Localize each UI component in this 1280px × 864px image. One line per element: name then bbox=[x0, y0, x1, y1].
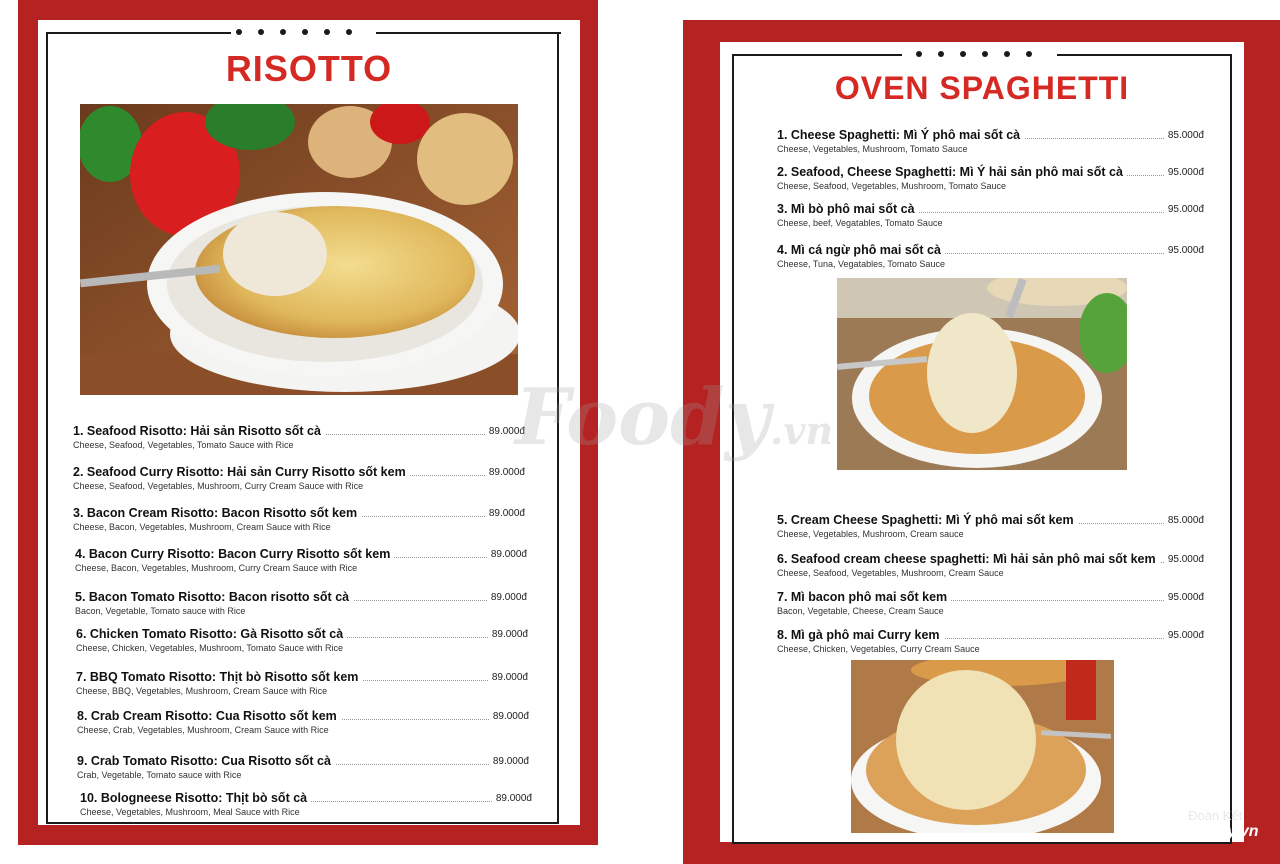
menu-item-description: Cheese, Vegetables, Mushroom, Meal Sauce with Rice bbox=[80, 807, 300, 817]
menu-item-description: Crab, Vegetable, Tomato sauce with Rice bbox=[77, 770, 242, 780]
menu-item-description: Bacon, Vegetable, Cheese, Cream Sauce bbox=[777, 606, 944, 616]
spaghetti-photo-top bbox=[837, 278, 1127, 470]
menu-item bbox=[75, 590, 527, 620]
menu-item-name: 8. Mì gà phô mai Curry kem bbox=[777, 628, 944, 642]
menu-item-price: 89.000đ bbox=[489, 756, 529, 767]
menu-item-name: 2. Seafood, Cheese Spaghetti: Mì Ý hải sản phô mai sốt cà bbox=[777, 165, 1127, 179]
menu-item bbox=[777, 552, 1204, 582]
menu-item-name: 7. Mì bacon phô mai sốt kem bbox=[777, 590, 951, 604]
risotto-title: RISOTTO bbox=[225, 48, 393, 89]
menu-item-name: 7. BBQ Tomato Risotto: Thịt bò Risotto sốt kem bbox=[76, 670, 362, 684]
menu-item-name: 4. Mì cá ngừ phô mai sốt cà bbox=[777, 243, 945, 257]
menu-item-price: 95.000đ bbox=[1164, 630, 1204, 641]
menu-item bbox=[75, 547, 527, 577]
menu-item-name: 6. Seafood cream cheese spaghetti: Mì hải sản phô mai sốt kem bbox=[777, 552, 1160, 566]
menu-item-description: Cheese, Vegetables, Mushroom, Tomato Sauce bbox=[777, 144, 968, 154]
menu-item-price: 95.000đ bbox=[1164, 245, 1204, 256]
menu-item-price: 95.000đ bbox=[1164, 554, 1204, 565]
menu-item-description: Cheese, Vegetables, Mushroom, Cream sauce bbox=[777, 529, 964, 539]
menu-item-name: 5. Bacon Tomato Risotto: Bacon risotto sốt cà bbox=[75, 590, 353, 604]
menu-item bbox=[777, 128, 1204, 158]
menu-item bbox=[73, 465, 525, 495]
menu-item-description: Cheese, Seafood, Vegetables, Mushroom, Cream Sauce bbox=[777, 568, 1004, 578]
menu-item-description: Cheese, beef, Vegatables, Tomato Sauce bbox=[777, 218, 943, 228]
left-menu-page bbox=[18, 0, 598, 845]
risotto-photo bbox=[80, 104, 518, 395]
menu-item bbox=[76, 627, 528, 657]
menu-item-price: 89.000đ bbox=[488, 672, 528, 683]
menu-item-description: Cheese, Seafood, Vegetables, Mushroom, Curry Cream Sauce with Rice bbox=[73, 481, 364, 491]
menu-item-price: 95.000đ bbox=[1164, 592, 1204, 603]
menu-item-name: 10. Bologneese Risotto: Thịt bò sốt cà bbox=[80, 791, 311, 805]
menu-item-name: 4. Bacon Curry Risotto: Bacon Curry Risotto sốt kem bbox=[75, 547, 394, 561]
menu-item-name: 8. Crab Cream Risotto: Cua Risotto sốt kem bbox=[77, 709, 341, 723]
left-menu-card bbox=[38, 20, 580, 825]
menu-item-price: 89.000đ bbox=[485, 426, 525, 437]
menu-item-description: Cheese, Bacon, Vegetables, Mushroom, Cream Sauce with Rice bbox=[73, 522, 331, 532]
menu-item bbox=[777, 513, 1204, 543]
menu-item-description: Cheese, Seafood, Vegetables, Tomato Sauce with Rice bbox=[73, 440, 294, 450]
menu-item-price: 89.000đ bbox=[485, 467, 525, 478]
menu-item-description: Cheese, Chicken, Vegetables, Mushroom, Tomato Sauce with Rice bbox=[76, 643, 343, 653]
decorative-dots bbox=[236, 29, 352, 35]
menu-item-price: 95.000đ bbox=[1164, 204, 1204, 215]
menu-item-name: 1. Seafood Risotto: Hải sản Risotto sốt cà bbox=[73, 424, 325, 438]
menu-item-name: 3. Mì bò phô mai sốt cà bbox=[777, 202, 919, 216]
menu-item bbox=[777, 243, 1204, 273]
decorative-dots bbox=[916, 51, 1032, 57]
menu-item-name: 6. Chicken Tomato Risotto: Gà Risotto sốt cà bbox=[76, 627, 347, 641]
menu-item-price: 89.000đ bbox=[489, 711, 529, 722]
corner-foody-logo: Foody.vn bbox=[1188, 823, 1259, 840]
menu-item-description: Cheese, Seafood, Vegetables, Mushroom, Tomato Sauce bbox=[777, 181, 1006, 191]
menu-item bbox=[73, 506, 525, 536]
menu-item bbox=[77, 754, 529, 784]
menu-item-name: 3. Bacon Cream Risotto: Bacon Risotto sốt kem bbox=[73, 506, 361, 520]
menu-item-description: Cheese, BBQ, Vegetables, Mushroom, Cream Sauce with Rice bbox=[76, 686, 328, 696]
menu-item-price: 85.000đ bbox=[1164, 130, 1204, 141]
menu-item bbox=[80, 791, 532, 821]
menu-item bbox=[76, 670, 528, 700]
menu-item-price: 89.000đ bbox=[488, 629, 528, 640]
menu-item-name: 5. Cream Cheese Spaghetti: Mì Ý phô mai sốt kem bbox=[777, 513, 1078, 527]
menu-item bbox=[777, 202, 1204, 232]
menu-item-price: 95.000đ bbox=[1164, 167, 1204, 178]
menu-item-price: 89.000đ bbox=[487, 592, 527, 603]
menu-item bbox=[777, 590, 1204, 620]
menu-item bbox=[777, 628, 1204, 658]
right-menu-page bbox=[683, 20, 1280, 864]
menu-item-name: 9. Crab Tomato Risotto: Cua Risotto sốt cà bbox=[77, 754, 335, 768]
menu-item-description: Cheese, Chicken, Vegetables, Curry Cream Sauce bbox=[777, 644, 980, 654]
menu-item-description: Cheese, Crab, Vegetables, Mushroom, Cream Sauce with Rice bbox=[77, 725, 329, 735]
spaghetti-photo-bottom bbox=[851, 660, 1114, 833]
menu-item-name: 1. Cheese Spaghetti: Mì Ý phô mai sốt cà bbox=[777, 128, 1024, 142]
corner-location-label: Đoàn Kết bbox=[1188, 808, 1243, 823]
menu-item-description: Cheese, Tuna, Vegatables, Tomato Sauce bbox=[777, 259, 945, 269]
menu-item-price: 85.000đ bbox=[1164, 515, 1204, 526]
menu-item-description: Bacon, Vegetable, Tomato sauce with Rice bbox=[75, 606, 246, 616]
menu-item-price: 89.000đ bbox=[492, 793, 532, 804]
menu-item bbox=[73, 424, 525, 454]
menu-item-description: Cheese, Bacon, Vegetables, Mushroom, Curry Cream Sauce with Rice bbox=[75, 563, 358, 573]
menu-item-price: 89.000đ bbox=[487, 549, 527, 560]
corner-brand bbox=[1188, 808, 1259, 841]
menu-item-price: 89.000đ bbox=[485, 508, 525, 519]
menu-item bbox=[777, 165, 1204, 195]
oven-spaghetti-title: OVEN SPAGHETTI bbox=[834, 70, 1130, 106]
foody-watermark: Foody.vn bbox=[515, 372, 833, 463]
menu-item-name: 2. Seafood Curry Risotto: Hải sản Curry Risotto sốt kem bbox=[73, 465, 410, 479]
right-menu-card bbox=[720, 42, 1244, 842]
menu-item bbox=[77, 709, 529, 739]
